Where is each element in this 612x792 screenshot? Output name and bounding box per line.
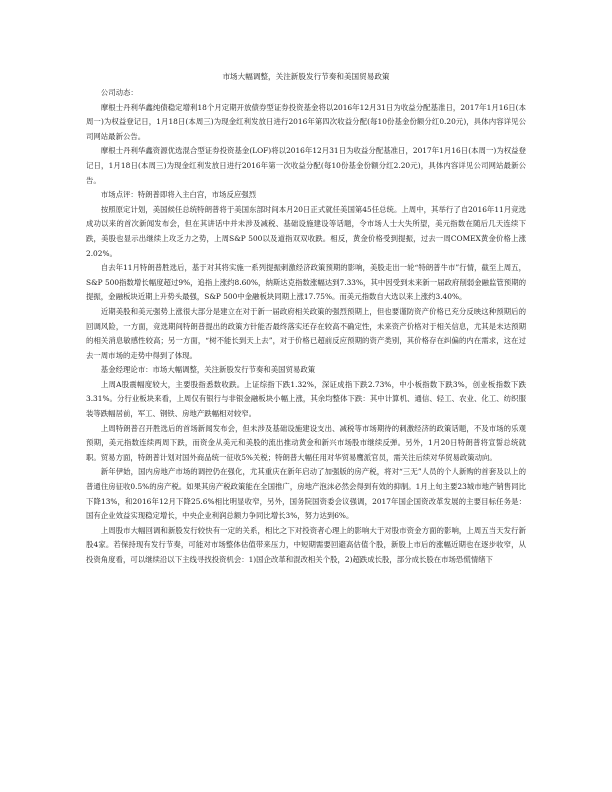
paragraph-fund-dividend-2: 摩根士丹利华鑫资源优选混合型证券投资基金(LOF)将以2016年12月31日为收益分配基准日，2017年1月16日(本周一)为权益登记日，1月18日(本周三)为现金红利发放日进行2016年第一次收益分配(每10份基金份额分红2.20元)，具体内容详见公司网站最新公告。	[86, 146, 526, 185]
section-heading-market-review: 市场点评：特朗普即将入主白宫，市场反应强烈	[100, 190, 257, 200]
paragraph-manager-3: 新年伊始，国内房地产市场的调控仍在强化，尤其重庆在新年启动了加强版的房产税，将对“三无”人员的个人新购的首套及以上的普通住房征收0.5%的房产税。如果其房产税政策能在全国推广，房地产泡沫必然会得到有效的抑制。1月上旬主要23城市地产销售同比下降13%，和2016年12月下降25.6%相比明显收窄，另外，国务院国资委会议强调，2017年国企国资改革发展的主要目标任务是：国有企业效益实现稳定增长，中央企业利润总额力争同比增长3%，努力达到6%。	[86, 467, 526, 521]
paragraph-manager-1: 上周A股震幅度较大，主要股指悉数收跌。上证综指下跌1.32%，深证成指下跌2.73%，中小板指数下跌3%，创业板指数下跌3.31%。分行业板块来看，上周仅有银行与非银金融板块小幅上涨，其余均整体下跌：其中计算机、通信、轻工、农业、化工、纺织服装等跌幅居前，军工、钢铁、房地产跌幅相对较窄。	[86, 379, 526, 419]
paragraph-manager-2: 上周特朗普召开胜选后的首场新闻发布会，但未涉及基础设施建设支出、减税等市场期待的刺激经济的政策话题，不及市场的乐观预期，美元指数连续两周下跌，而资金从美元和美股的流出推动黄金和新兴市场股市继续反弹。另外，1月20日特朗普将宣誓总统就职。贸易方面，特朗普计划对国外商品统一征收5%关税；特朗普大幅任用对华贸易鹰派官员，需关注后续对华贸易政策动向。	[86, 423, 526, 462]
document-body	[86, 86, 526, 568]
paragraph-fund-dividend-1: 摩根士丹利华鑫纯债稳定增利18个月定期开放债券型证券投资基金将以2016年12月31日为收益分配基准日，2017年1月16日(本周一)为权益登记日，1月18日(本周三)为现金红利发放日进行2016年第四次收益分配(每10份基金份额分红0.20元)，具体内容详见公司网站最新公告。	[86, 102, 526, 141]
document-title: 市场大幅调整，关注新股发行节奏和美国贸易政策	[222, 72, 390, 81]
section-heading-manager-view: 基金经理论市：市场大幅调整，关注新股发行节奏和美国贸易政策	[100, 365, 316, 375]
paragraph-market-3: 近期美股和美元强势上涨很大部分是建立在对于新一届政府相关政策的强烈预期上，但也要谨防资产价格已充分反映这种预期后的回调风险，一方面，竞选期间特朗普提出的政策方针能否最终落实还存在较高不确定性，未来资产价格对于相关信息，尤其是未达预期的相关消息敏感性较高；另一方面，“树不能长到天上去”，对于价格已超前反应预期的资产类别，其价格存在纠偏的内在需求，这在过去一周市场的走势中得到了体现。	[86, 306, 526, 360]
paragraph-manager-4: 上周股市大幅回调和新股发行较快有一定的关系，相比之下对投资者心理上的影响大于对股市资金方面的影响，上周五当天发行新股4家。若保持现有发行节奏，可能对市场整体估值带来压力，中短期需要回避高估值个股，新股上市后的涨幅近期也在逐步收窄，从投资角度看，可以继续沿以下主线寻找投资机会：1)国企改革和混改相关个股，2)超跌成长股，部分成长股在市场恐慌情绪下	[86, 525, 526, 564]
paragraph-market-1: 按照原定计划，美国候任总统特朗普将于美国东部时间本月20日正式就任美国第45任总统。上周中，其举行了自2016年11月竞选成功以来的首次新闻发布会，但在其讲话中并未涉及减税、基础设施建设等话题，令市场人士大失所望，美元指数在随后几天连续下跌，美股也显示出继续上攻乏力之势，上周S&P 500以及道指双双收跌。相反，黄金价格受到提振，过去一周COMEX黄金价格上涨2.02%。	[86, 204, 526, 258]
paragraph-market-2: 自去年11月特朗普胜选后，基于对其将实施一系列提振刺激经济政策预期的影响，美股走出一轮“特朗普牛市”行情，截至上周五，S&P 500指数增长幅度超过9%，追指上涨约8.60%，纳斯达克指数涨幅达到7.33%，其中因受到未来新一届政府削弱金融监管预期的提振，金融板块近期上升势头最强，S&P 500中金融板块同期上涨17.75%。而美元指数自大选以来上涨约3.40%。	[86, 263, 526, 302]
section-heading-company-news: 公司动态：	[100, 88, 138, 97]
